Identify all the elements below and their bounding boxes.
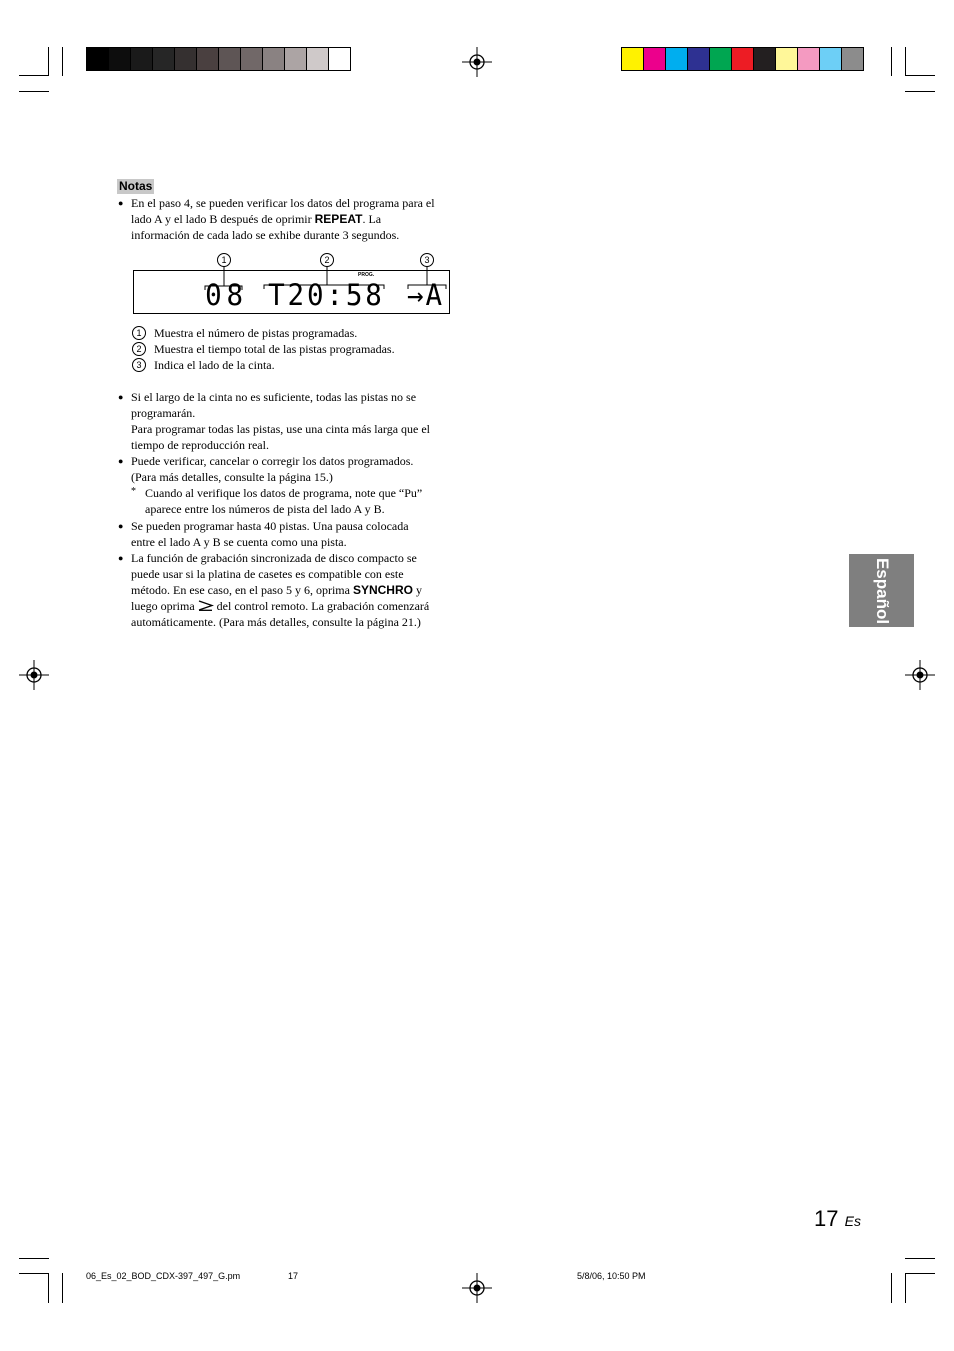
footer-date: 5/8/06, 10:50 PM — [577, 1271, 646, 1281]
note-synchro — [131, 550, 429, 630]
note-asterisk — [145, 485, 422, 517]
prog-indicator: PROG. — [358, 272, 375, 278]
callout-2: 2 — [320, 253, 334, 267]
repeat-key-label: REPEAT — [314, 212, 363, 226]
registration-mark-icon — [19, 660, 49, 690]
legend-number-2: 2 — [132, 342, 146, 356]
callout-3: 3 — [420, 253, 434, 267]
text-line: (Para más detalles, consulte la página 15.) — [131, 470, 333, 484]
page-number-value: 17 — [814, 1206, 839, 1231]
language-side-tab — [849, 554, 914, 627]
legend-text: Indica el lado de la cinta. — [154, 358, 275, 372]
note-tape-length — [131, 389, 430, 453]
bullet-icon: ● — [118, 198, 124, 208]
lcd-total-time: T20:58 — [268, 278, 385, 312]
text-line: información de cada lado se exhibe durante 3 segundos. — [131, 228, 400, 242]
text-line: Si el largo de la cinta no es suficiente, todas las pistas no se — [131, 390, 417, 404]
text-line: Cuando al verifique los datos de programa, note que “Pu” — [145, 486, 423, 500]
bullet-icon: ● — [118, 456, 124, 466]
legend-number-1: 1 — [132, 326, 146, 340]
text-line: aparece entre los números de pista del lado A y B. — [145, 502, 385, 516]
text-line: Puede verificar, cancelar o corregir los datos programados. — [131, 454, 414, 468]
text-line: Se pueden programar hasta 40 pistas. Una pausa colocada — [131, 519, 409, 533]
callout-1: 1 — [217, 253, 231, 267]
page-number — [814, 1206, 861, 1232]
text-line: Para programar todas las pistas, use una cinta más larga que el — [131, 422, 431, 436]
lcd-display — [133, 270, 450, 314]
footer-page: 17 — [288, 1271, 299, 1281]
bullet-icon: ● — [118, 521, 124, 531]
text-line: lado A y el lado B después de oprimir REPEAT. La — [131, 212, 382, 226]
text-line: puede usar si la platina de casetes es compatible con este — [131, 567, 404, 581]
synchro-key-label: SYNCHRO — [352, 583, 413, 597]
text-line: método. En ese caso, en el paso 5 y 6, oprima SYNCHRO y — [131, 583, 422, 597]
page-suffix: Es — [844, 1213, 861, 1229]
lcd-track-count: 08 — [205, 278, 248, 312]
registration-mark-icon — [462, 1273, 492, 1303]
lcd-tape-side: →A — [406, 278, 444, 312]
text-line: La función de grabación sincronizada de disco compacto se — [131, 551, 417, 565]
legend-text: Muestra el número de pistas programadas. — [154, 326, 358, 340]
text-line: En el paso 4, se pueden verificar los datos del programa para el — [131, 196, 435, 210]
text-line: automáticamente. (Para más detalles, consulte la página 21.) — [131, 615, 421, 629]
legend-text: Muestra el tiempo total de las pistas programadas. — [154, 342, 395, 356]
footer-filename: 06_Es_02_BOD_CDX-397_497_G.pm — [86, 1271, 241, 1281]
asterisk-mark: * — [131, 486, 136, 497]
bullet-icon: ● — [118, 553, 124, 563]
legend-number-3: 3 — [132, 358, 146, 372]
play-icon — [198, 600, 214, 611]
text-line: entre el lado A y B se cuenta como una pista. — [131, 535, 347, 549]
note-max-tracks — [131, 518, 409, 550]
bullet-icon: ● — [118, 392, 124, 402]
note-verify-data — [131, 453, 413, 485]
notes-heading: Notas — [119, 179, 153, 193]
text-line: luego oprima del control remoto. La grabación comenzará — [131, 599, 430, 613]
text-line: tiempo de reproducción real. — [131, 438, 269, 452]
side-tab-label: Español — [872, 557, 892, 624]
text-line: programarán. — [131, 406, 196, 420]
registration-mark-icon — [905, 660, 935, 690]
